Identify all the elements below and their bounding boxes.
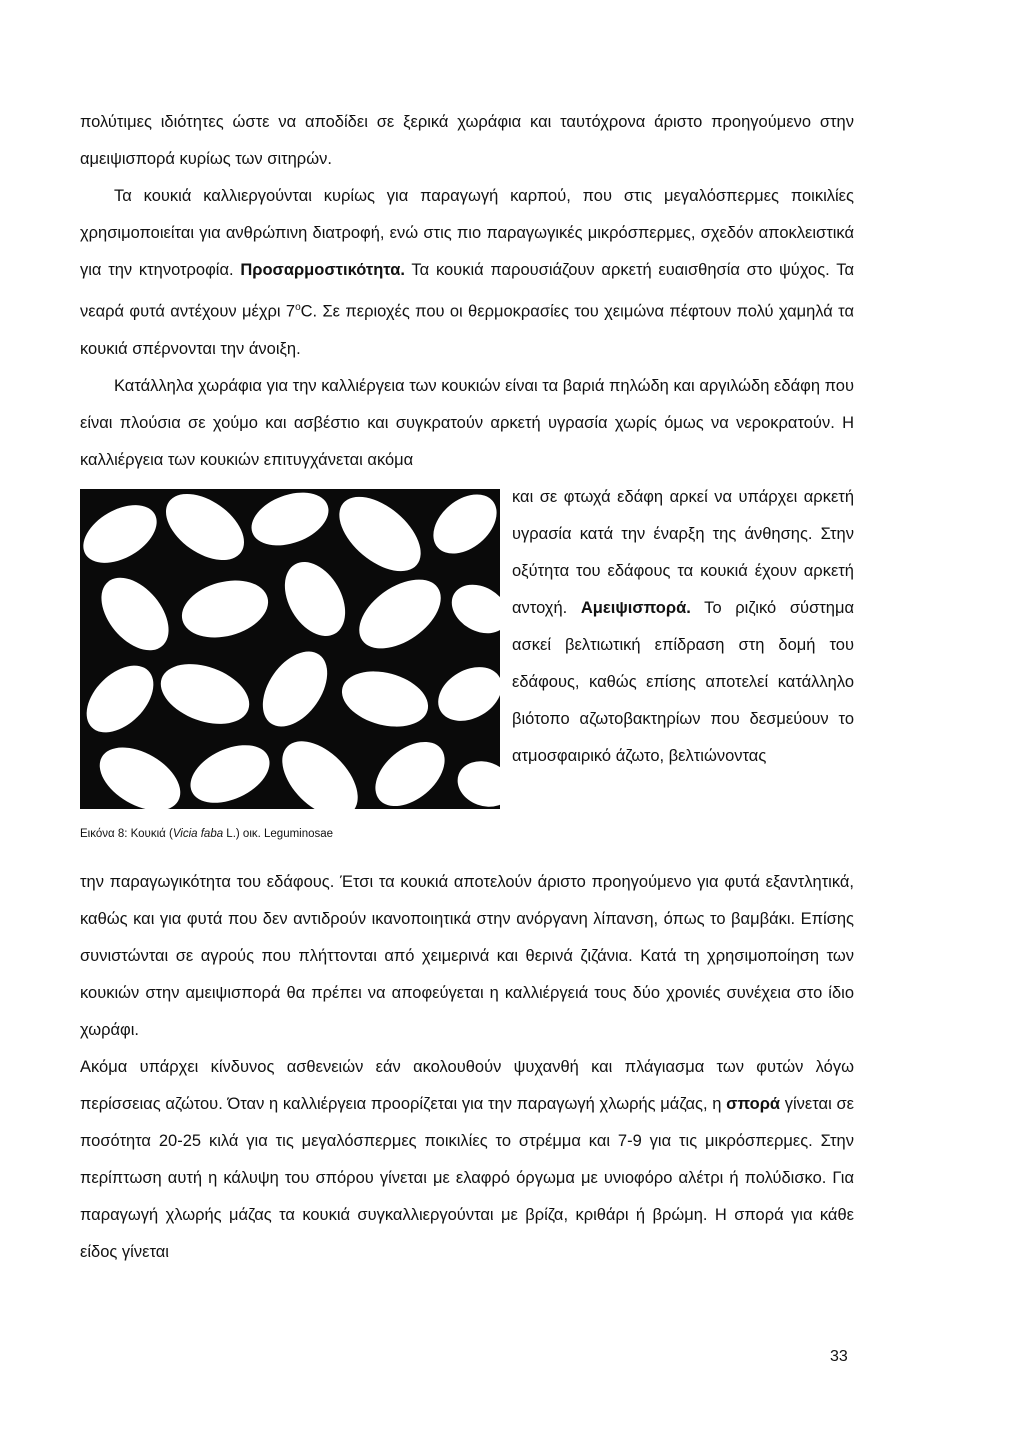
- figure-fava-beans: [80, 489, 500, 841]
- caption-species: Vicia faba: [172, 827, 224, 840]
- caption-prefix: Εικόνα 8: Κουκιά (: [80, 827, 173, 840]
- fava-beans-image: [80, 489, 500, 809]
- heading-crop-rotation: Αμειψισπορά.: [580, 598, 691, 617]
- paragraph-5: [80, 1049, 854, 1271]
- paragraph-2-text-b: Τα κουκιά παρουσιάζουν αρκετή ευαισθησία στο ψύχος. Τα νεαρά φυτά αντέχουν μέχρι 7: [80, 261, 854, 321]
- heading-sowing: σπορά: [726, 1094, 781, 1113]
- side-column: [512, 479, 854, 776]
- side-paragraph: [512, 479, 854, 776]
- paragraph-1: πολύτιμες ιδιότητες ώστε να αποδίδει σε ξερικά χωράφια και ταυτόχρονα άριστο προηγούμενο στην αμειψισπορά κυρίως των σιτηρών.: [80, 113, 854, 168]
- paragraph-2-text-a: Τα κουκιά καλλιεργούνται κυρίως για παραγωγή καρπού, που στις μεγαλόσπερμες ποικιλίες χρησιμοποιείται για ανθρώπινη διατροφή, ενώ στις πιο παραγωγικές μικρόσπερμες, σχεδόν αποκλειστικά για την κτηνοτροφία.: [80, 187, 854, 279]
- figure-and-text: [80, 479, 854, 864]
- paragraph-2: [80, 178, 854, 368]
- side-text-a: και σε φτωχά εδάφη αρκεί να υπάρχει αρκετή υγρασία κατά την έναρξη της άνθησης. Στην οξύτητα του εδάφους τα κουκιά έχουν αρκετή αντοχή.: [512, 487, 854, 617]
- figure-caption: [80, 827, 333, 841]
- degree-sign: o: [295, 302, 301, 313]
- heading-adaptability: Προσαρμοστικότητα.: [240, 261, 405, 279]
- page-body: [80, 104, 854, 1271]
- page-number: 33: [830, 1348, 848, 1365]
- paragraph-4: την παραγωγικότητα του εδάφους. Έτσι τα κουκιά αποτελούν άριστο προηγούμενο για φυτά εξαντλητικά, καθώς και για φυτά που δεν αντιδρούν ικανοποιητικά στην ανόργανη λίπανση, όπως το βαμβάκι. Επίσης συνιστώνται σε αγρούς που πλήττονται από χειμερινά και θερινά ζιζάνια. Κατά τη χρησιμοποίηση των κουκιών στην αμειψισπορά θα πρέπει να αποφεύγεται η καλλιέργειά τους δύο χρονιές συνέχεια στο ίδιο χωράφι.: [80, 872, 854, 1039]
- paragraph-2-text-c: C. Σε περιοχές που οι θερμοκρασίες του χειμώνα πέφτουν πολύ χαμηλά τα κουκιά σπέρνονται την άνοιξη.: [80, 302, 854, 358]
- paragraph-5-text-b: γίνεται σε ποσότητα 20-25 κιλά για τις μεγαλόσπερμες ποικιλίες το στρέμμα και 7-9 για τις μικρόσπερμες. Στην περίπτωση αυτή η κάλυψη του σπόρου γίνεται με ελαφρό όργωμα με υνιοφόρο αλέτρι ή πολύδισκο. Για παραγωγή χλωρής μάζας τα κουκιά συγκαλλιεργούνται με βρίζα, κριθάρι ή βρώμη. Η σπορά για κάθε είδος γίνεται: [80, 1094, 854, 1261]
- paragraph-5-text-a: Ακόμα υπάρχει κίνδυνος ασθενειών εάν ακολουθούν ψυχανθή και πλάγιασμα των φυτών λόγω περίσσειας αζώτου. Όταν η καλλιέργεια προορίζεται για την παραγωγή χλωρής μάζας, η: [80, 1057, 854, 1113]
- caption-suffix: L.) οικ. Leguminosae: [223, 827, 334, 840]
- side-text-b: Το ριζικό σύστημα ασκεί βελτιωτική επίδραση στη δομή του εδάφους, καθώς επίσης αποτελεί κατάλληλο βιότοπο αζωτοβακτηρίων που δεσμεύουν το ατμοσφαιρικό άζωτο, βελτιώνοντας: [512, 598, 854, 766]
- paragraph-3: Κατάλληλα χωράφια για την καλλιέργεια των κουκιών είναι τα βαριά πηλώδη και αργιλώδη εδάφη που είναι πλούσια σε χούμο και ασβέστιο και συγκρατούν αρκετή υγρασία χωρίς όμως να νεροκρατούν. Η καλλιέργεια των κουκιών επιτυγχάνεται ακόμα: [80, 376, 854, 469]
